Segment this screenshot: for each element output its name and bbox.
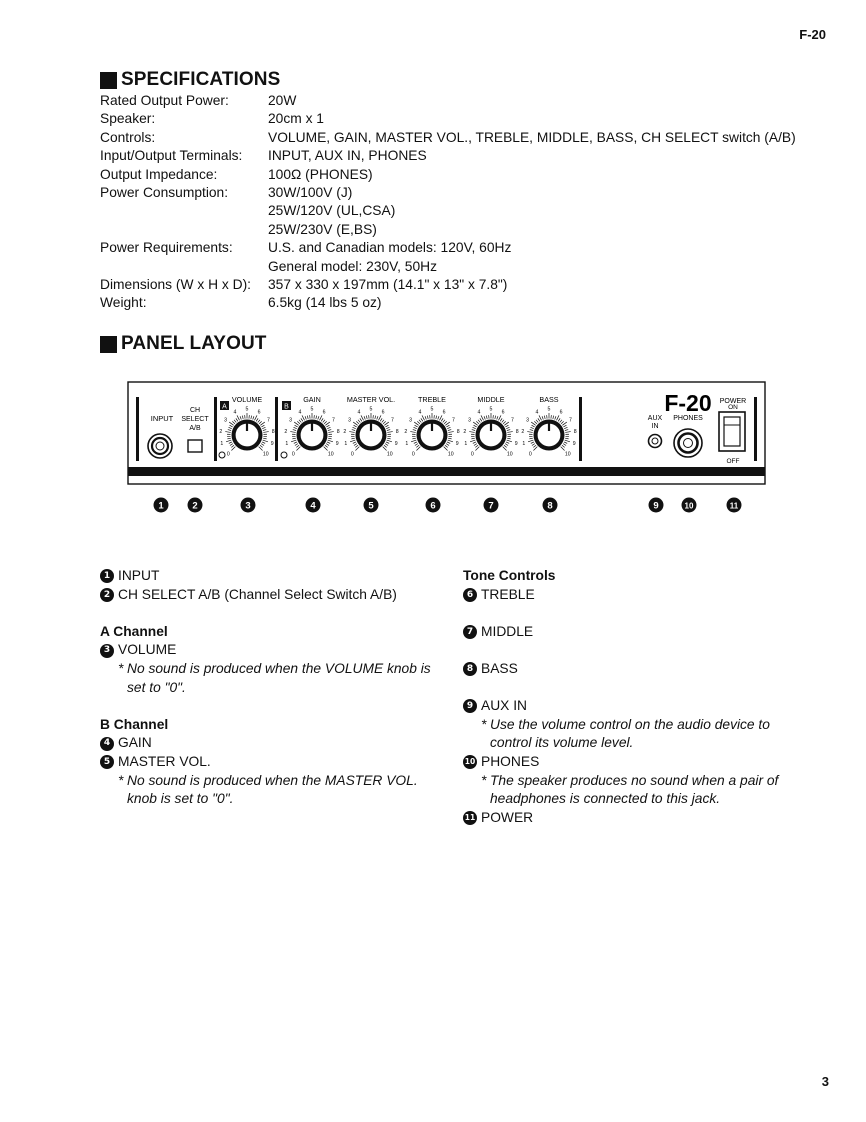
knob-scale-mark: 7	[510, 417, 514, 424]
separator-bar	[136, 397, 139, 461]
knob-scale-mark: 4	[535, 409, 539, 416]
knob-scale-mark: 6	[559, 409, 563, 416]
knob-scale-mark: 0	[350, 451, 354, 458]
knob-scale-mark: 0	[470, 451, 474, 458]
legend-right-column	[463, 567, 813, 827]
power-off-label: OFF	[726, 458, 740, 465]
spec-values	[268, 239, 511, 276]
knob-scale-mark: 2	[219, 428, 223, 435]
knob-scale-mark: 4	[233, 409, 237, 416]
legend-number-badge: 5	[100, 755, 114, 769]
legend-note	[100, 772, 445, 809]
knob-scale-mark: 10	[447, 451, 454, 458]
callout-number: 7	[488, 500, 494, 512]
knob-scale-mark: 5	[489, 406, 493, 413]
spec-row	[100, 166, 796, 184]
legend-item-label: MIDDLE	[481, 623, 534, 639]
asterisk-icon: *	[481, 716, 487, 732]
knob-scale-mark: 1	[522, 441, 526, 448]
asterisk-icon: *	[118, 772, 124, 788]
spec-label: Output Impedance:	[100, 166, 218, 182]
aux-in-label-line2: IN	[651, 423, 659, 430]
legend-item-label: GAIN	[118, 735, 152, 751]
spec-values	[268, 166, 373, 184]
legend-spacer	[463, 604, 813, 623]
knob-scale-mark: 5	[310, 406, 314, 413]
knob-scale-mark: 6	[381, 409, 385, 416]
spec-label: Rated Output Power:	[100, 93, 229, 108]
legend-spacer	[100, 604, 445, 623]
separator-bar	[579, 397, 582, 461]
callout-number: 5	[368, 500, 374, 512]
note-line: set to "0".	[127, 679, 186, 695]
knob-scale-mark: 4	[418, 409, 422, 416]
ch-select-label-line3: A/B	[189, 425, 201, 432]
knob-label: MASTER VOL.	[346, 395, 396, 404]
spec-row	[100, 239, 796, 276]
note-line: No sound is produced when the VOLUME knob is	[127, 660, 431, 676]
spec-label: Power Consumption:	[100, 185, 229, 201]
spec-values	[268, 276, 507, 294]
callout-2	[188, 498, 203, 513]
legend-item	[100, 734, 445, 753]
spec-value: 357 x 330 x 197mm (14.1" x 13" x 7.8")	[268, 277, 508, 293]
knob-scale-mark: 2	[521, 428, 525, 435]
spec-value: INPUT, AUX IN, PHONES	[268, 148, 427, 164]
knob-scale-mark: 3	[409, 417, 413, 424]
knob-label: TREBLE	[418, 395, 446, 404]
knob-scale-mark: 2	[284, 428, 288, 435]
callout-number: 4	[310, 500, 316, 512]
legend-item	[463, 753, 813, 772]
phones-label: PHONES	[673, 415, 703, 422]
knob-scale-mark: 5	[369, 406, 373, 413]
knob-scale-mark: 2	[343, 428, 347, 435]
knob-scale-mark: 2	[404, 428, 408, 435]
legend-item-label: CH SELECT A/B (Channel Select Switch A/B)	[118, 586, 397, 602]
legend-item-label: AUX IN	[481, 698, 527, 714]
knob-scale-mark: 4	[477, 409, 481, 416]
channel-b-led	[281, 452, 287, 458]
callout-10	[682, 498, 697, 513]
knob-scale-mark: 1	[220, 441, 224, 448]
asterisk-icon: *	[481, 772, 487, 788]
knob-scale-mark: 7	[451, 417, 455, 424]
spec-value: 30W/100V (J)	[268, 185, 353, 201]
spec-label: Power Requirements:	[100, 240, 233, 256]
knob-scale-mark: 1	[344, 441, 348, 448]
knob-scale-mark: 9	[572, 441, 576, 448]
legend-spacer	[463, 679, 813, 698]
knob-scale-mark: 1	[285, 441, 289, 448]
spec-row	[100, 184, 796, 239]
channel-b-letter: B	[284, 403, 289, 411]
callout-4	[306, 498, 321, 513]
spec-value: General model: 230V, 50Hz	[268, 258, 437, 274]
knob-scale-mark: 1	[464, 441, 468, 448]
callout-1	[154, 498, 169, 513]
knob-label: MIDDLE	[477, 395, 505, 404]
knob-scale-mark: 0	[291, 451, 295, 458]
callout-number: 8	[547, 500, 553, 512]
spec-values	[268, 184, 395, 239]
callout-number: 11	[729, 501, 739, 511]
knob-scale-mark: 8	[573, 428, 577, 435]
knob-scale-mark: 3	[224, 417, 228, 424]
legend-item	[100, 641, 445, 660]
spec-value: 6.5kg (14 lbs 5 oz)	[268, 295, 382, 311]
legend-item	[463, 586, 813, 605]
knob-scale-mark: 8	[395, 428, 399, 435]
knob-scale-mark: 9	[394, 441, 398, 448]
callout-number: 10	[684, 501, 694, 511]
power-on-label: ON	[728, 404, 738, 411]
spec-value: 25W/230V (E,BS)	[268, 221, 377, 237]
knob-scale-mark: 8	[336, 428, 340, 435]
separator-bar	[754, 397, 757, 461]
spec-row	[100, 129, 796, 147]
ch-select-switch[interactable]	[188, 440, 202, 452]
knob-label: VOLUME	[231, 395, 263, 404]
spec-row	[100, 147, 796, 165]
aux-in-label-line1: AUX	[647, 415, 663, 422]
legend-note	[100, 660, 445, 697]
knob-scale-mark: 9	[270, 441, 274, 448]
knob-scale-mark: 4	[357, 409, 361, 416]
knob-scale-mark: 7	[331, 417, 335, 424]
power-label: POWER	[719, 398, 747, 405]
legend-item-label: TREBLE	[481, 586, 535, 602]
legend-left-column	[100, 567, 445, 809]
front-panel-diagram	[127, 381, 767, 521]
legend-item	[100, 586, 445, 605]
knob-scale-mark: 10	[386, 451, 393, 458]
input-label: INPUT	[150, 414, 174, 423]
knob-scale-mark: 9	[514, 441, 518, 448]
knob-scale-mark: 5	[547, 406, 551, 413]
legend-item-label: BASS	[481, 660, 518, 676]
knob-scale-mark: 6	[442, 409, 446, 416]
brand-logo: F-20	[664, 390, 712, 416]
model-tag: F-20	[799, 27, 826, 42]
separator-bar	[275, 397, 278, 461]
legend-group-heading: B Channel	[100, 716, 169, 732]
specifications-heading	[100, 69, 280, 91]
knob-scale-mark: 0	[226, 451, 230, 458]
panel-layout-heading	[100, 333, 266, 355]
knob-scale-mark: 3	[468, 417, 472, 424]
spec-row	[100, 276, 796, 294]
legend-item	[100, 753, 445, 772]
legend-note	[463, 772, 813, 809]
callout-3	[241, 498, 256, 513]
spec-value: 20cm x 1	[268, 111, 324, 127]
spec-label: Controls:	[100, 129, 156, 145]
legend-group-heading: A Channel	[100, 623, 168, 639]
legend-group-heading: Tone Controls	[463, 568, 556, 583]
spec-value: 25W/120V (UL,CSA)	[268, 203, 396, 219]
page-number: 3	[821, 1074, 829, 1089]
legend-number-badge: 10	[463, 755, 477, 769]
knob-scale-mark: 5	[430, 406, 434, 413]
spec-label: Weight:	[100, 295, 147, 311]
panel-bottom-strip	[128, 467, 765, 476]
legend-number-badge: 8	[463, 662, 477, 676]
knob-scale-mark: 0	[411, 451, 415, 458]
legend-item-label: INPUT	[118, 568, 160, 583]
specifications-table	[100, 92, 796, 313]
channel-a-led	[219, 452, 225, 458]
spec-value: 20W	[268, 93, 297, 108]
knob-scale-mark: 7	[568, 417, 572, 424]
note-line: headphones is connected to this jack.	[490, 791, 721, 807]
legend-item	[463, 809, 813, 828]
knob-scale-mark: 7	[266, 417, 270, 424]
spec-label: Speaker:	[100, 111, 156, 127]
knob-scale-mark: 7	[390, 417, 394, 424]
callout-6	[426, 498, 441, 513]
knob-scale-mark: 10	[327, 451, 334, 458]
legend-number-badge: 2	[100, 588, 114, 602]
knob-scale-mark: 10	[506, 451, 513, 458]
legend-note	[463, 716, 813, 753]
spec-values	[268, 110, 324, 128]
spec-values	[268, 92, 296, 110]
legend-item	[463, 623, 813, 642]
legend-number-badge: 6	[463, 588, 477, 602]
knob-scale-mark: 6	[501, 409, 505, 416]
spec-label: Input/Output Terminals:	[100, 148, 243, 164]
legend-spacer	[100, 697, 445, 716]
heading-square-icon	[100, 72, 117, 89]
knob-scale-mark: 3	[289, 417, 293, 424]
knob-scale-mark: 3	[526, 417, 530, 424]
callout-8	[543, 498, 558, 513]
channel-a-letter: A	[222, 403, 227, 411]
knob-scale-mark: 8	[456, 428, 460, 435]
knob-scale-mark: 8	[271, 428, 275, 435]
knob-scale-mark: 10	[262, 451, 269, 458]
power-switch[interactable]	[719, 412, 745, 451]
legend-item-label: POWER	[481, 809, 534, 825]
knob-scale-mark: 9	[335, 441, 339, 448]
knob-scale-mark: 5	[245, 406, 249, 413]
heading-square-icon	[100, 336, 117, 353]
legend-number-badge: 9	[463, 699, 477, 713]
legend-number-badge: 4	[100, 737, 114, 751]
note-line: Use the volume control on the audio device to	[490, 716, 770, 732]
spec-label: Dimensions (W x H x D):	[100, 277, 252, 293]
callout-number: 6	[430, 500, 436, 512]
callout-11	[727, 498, 742, 513]
note-line: knob is set to "0".	[127, 791, 234, 807]
aux-in-jack[interactable]	[649, 435, 662, 448]
callout-number: 9	[653, 500, 659, 512]
ch-select-label-line1: CH	[189, 407, 201, 414]
note-line: control its volume level.	[490, 735, 634, 751]
spec-values	[268, 294, 382, 312]
spec-value: VOLUME, GAIN, MASTER VOL., TREBLE, MIDDLE, BASS, CH SELECT switch (A/B)	[268, 129, 796, 145]
spec-row	[100, 110, 796, 128]
spec-value: U.S. and Canadian models: 120V, 60Hz	[268, 240, 512, 256]
knob-scale-mark: 3	[348, 417, 352, 424]
input-jack[interactable]	[148, 434, 172, 458]
knob-scale-mark: 6	[322, 409, 326, 416]
callout-9	[649, 498, 664, 513]
knob-scale-mark: 2	[463, 428, 467, 435]
specifications-title: SPECIFICATIONS	[121, 69, 281, 90]
callout-5	[364, 498, 379, 513]
callout-number: 2	[192, 500, 198, 512]
knob-scale-mark: 9	[455, 441, 459, 448]
knob-scale-mark: 1	[405, 441, 409, 448]
asterisk-icon: *	[118, 660, 124, 676]
knob-scale-mark: 10	[564, 451, 571, 458]
callout-number: 3	[245, 500, 251, 512]
knob-scale-mark: 6	[257, 409, 261, 416]
panel-layout-title: PANEL LAYOUT	[121, 333, 267, 354]
spec-value: 100Ω (PHONES)	[268, 166, 373, 182]
legend-number-badge: 1	[100, 569, 114, 583]
legend-spacer	[463, 641, 813, 660]
legend-item	[463, 697, 813, 716]
knob-label: GAIN	[303, 395, 321, 404]
note-line: No sound is produced when the MASTER VOL.	[127, 772, 418, 788]
ch-select-label-line2: SELECT	[181, 416, 209, 423]
legend-item	[463, 660, 813, 679]
knob-label: BASS	[539, 395, 559, 404]
legend-item-label: MASTER VOL.	[118, 753, 211, 769]
callout-7	[484, 498, 499, 513]
knob-scale-mark: 0	[528, 451, 532, 458]
legend-number-badge: 7	[463, 625, 477, 639]
phones-jack[interactable]	[674, 429, 702, 457]
legend-item-label: VOLUME	[118, 642, 177, 658]
separator-bar	[214, 397, 217, 461]
legend-item-label: PHONES	[481, 753, 540, 769]
spec-row	[100, 92, 796, 110]
note-line: The speaker produces no sound when a pair of	[490, 772, 779, 788]
spec-row	[100, 294, 796, 312]
knob-scale-mark: 8	[515, 428, 519, 435]
callout-number: 1	[158, 500, 164, 512]
legend-number-badge: 11	[463, 811, 477, 825]
spec-values	[268, 147, 427, 165]
legend-number-badge: 3	[100, 644, 114, 658]
spec-values	[268, 129, 796, 147]
knob-scale-mark: 4	[298, 409, 302, 416]
legend-item	[100, 567, 445, 586]
